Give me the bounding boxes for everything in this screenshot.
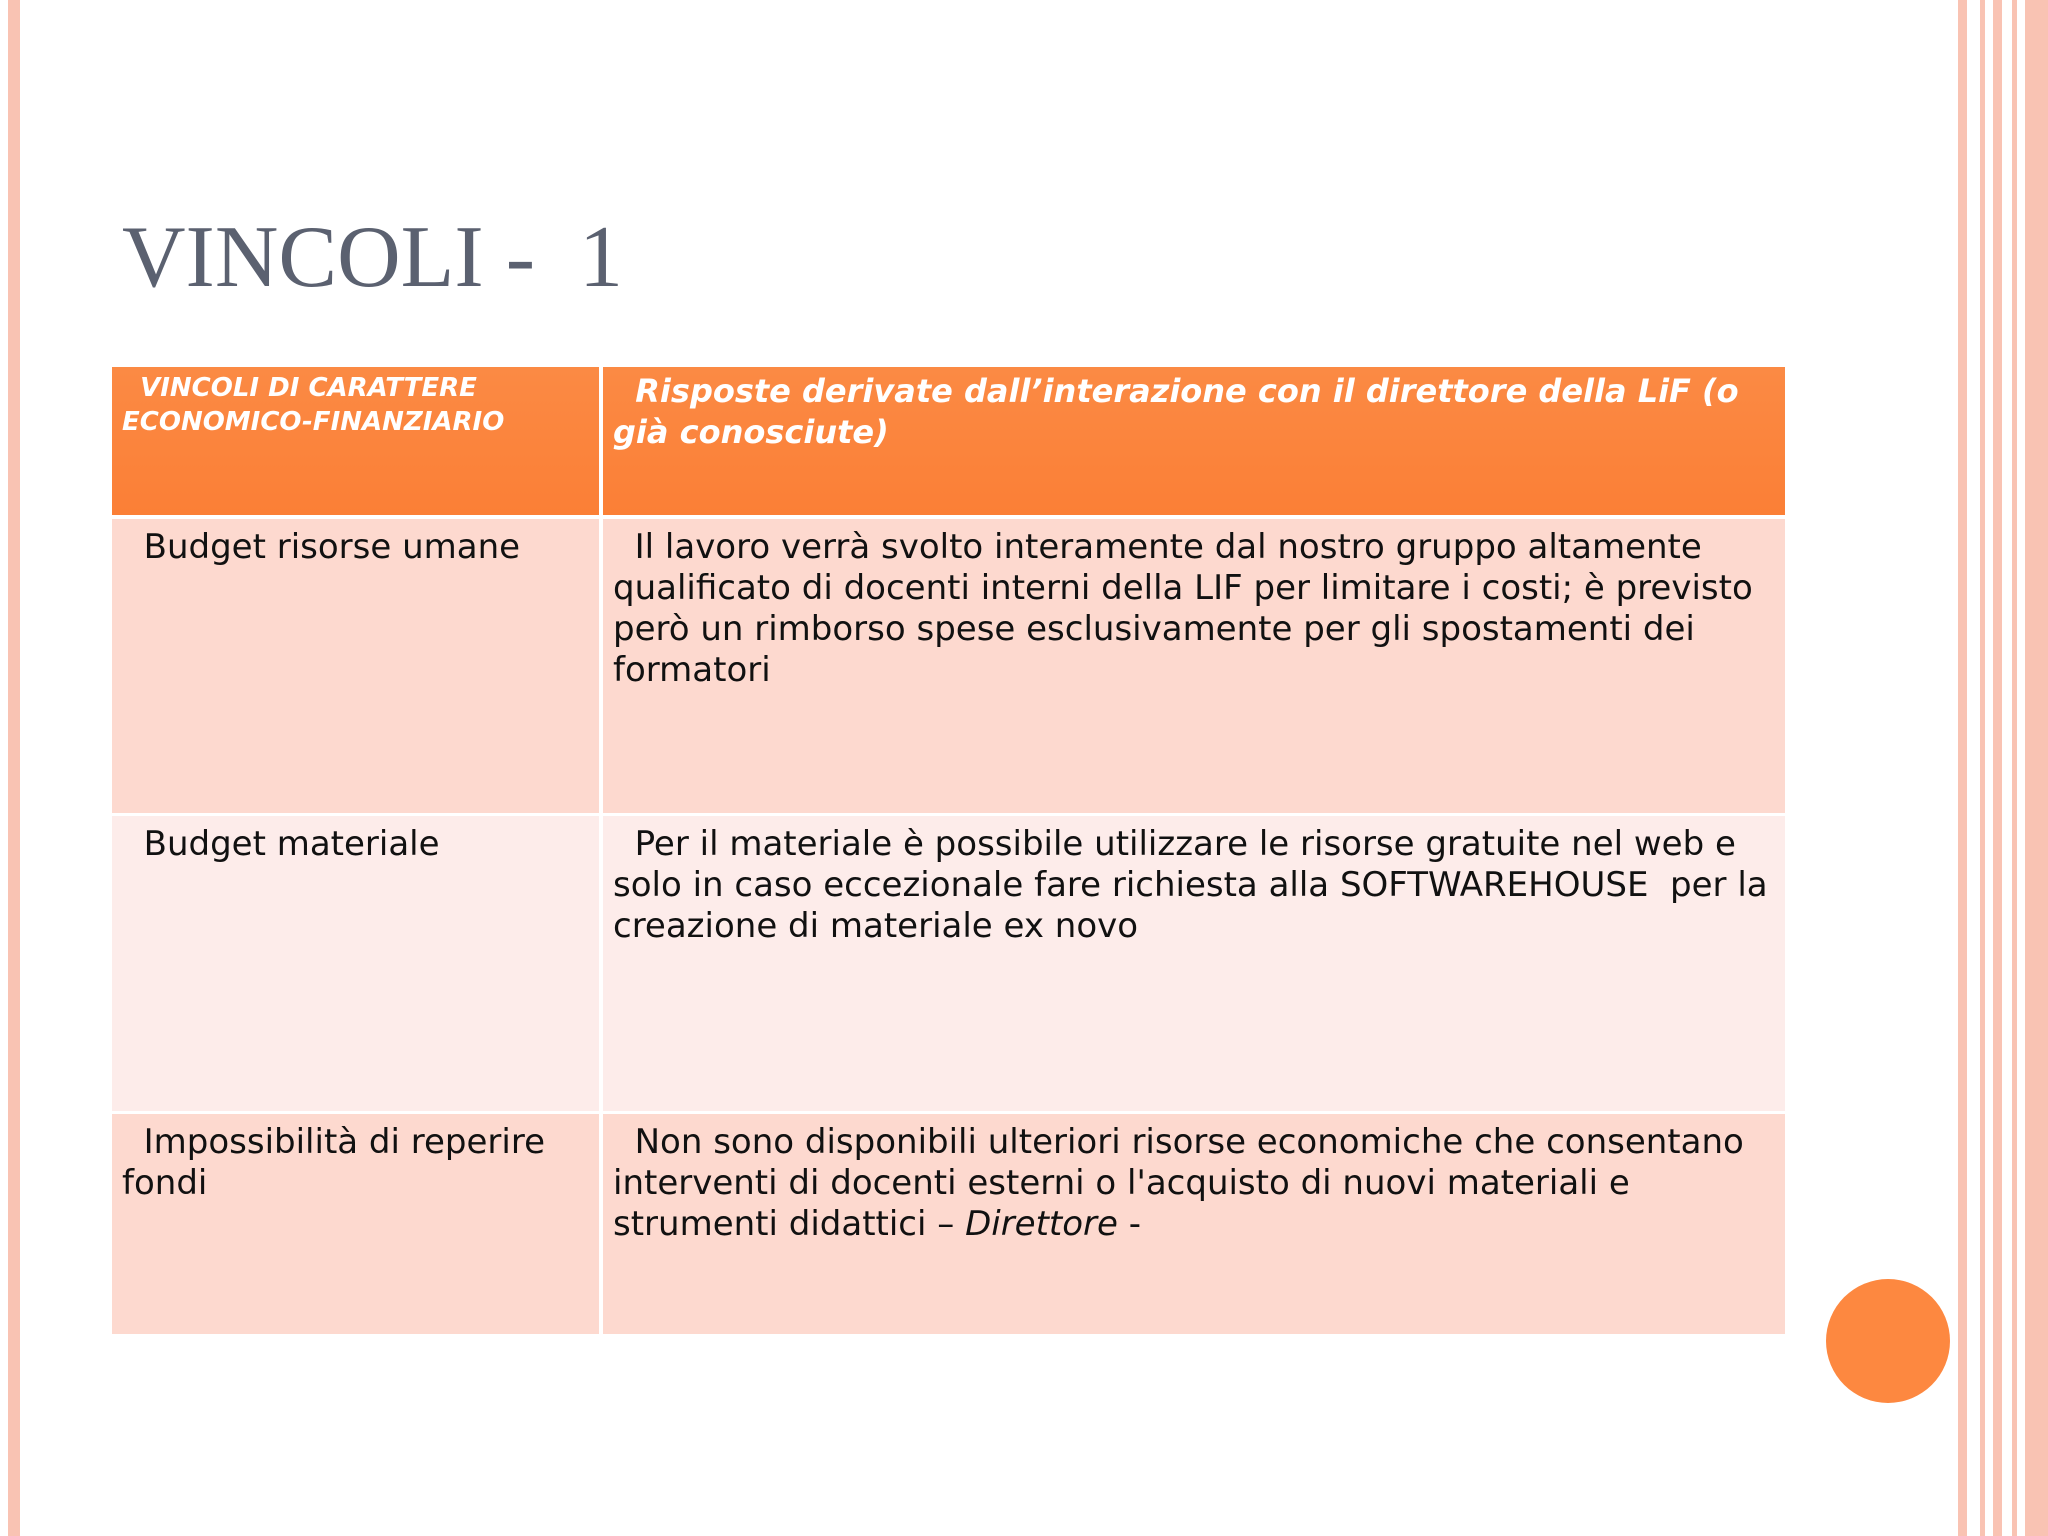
decorative-circle — [1826, 1279, 1950, 1403]
answer-cell: Il lavoro verrà svolto interamente dal nostro gruppo altamente qualificato di docenti interni della LIF per limitare i costi; è previsto però un rimborso spese esclusivamente per gli spostamenti dei formatori — [601, 517, 1785, 814]
left-border-stripe — [8, 0, 20, 1536]
constraints-table — [112, 367, 1785, 1334]
right-border-stripe — [1980, 0, 1985, 1536]
right-border-stripe — [1993, 0, 2002, 1536]
answer-cell: Per il materiale è possibile utilizzare le risorse gratuite nel web e solo in caso eccezionale fare richiesta alla SOFTWAREHOUSE per la creazione di materiale ex novo — [601, 814, 1785, 1112]
constraint-cell: Budget risorse umane — [112, 517, 601, 814]
answer-text: Non sono disponibili ulteriori risorse economiche che consentano interventi di docenti esterni o l'acquisto di nuovi materiali e strumenti didattici – — [613, 1121, 1755, 1244]
table-row — [112, 1112, 1785, 1334]
right-border-stripe — [2012, 0, 2017, 1536]
table-row — [112, 814, 1785, 1112]
attribution-suffix: - — [1117, 1203, 1142, 1244]
right-border-stripe — [2025, 0, 2048, 1536]
right-border-stripe — [1958, 0, 1967, 1536]
constraint-cell: Budget materiale — [112, 814, 601, 1112]
attribution: Direttore — [965, 1203, 1118, 1244]
constraint-cell: Impossibilità di reperire fondi — [112, 1112, 601, 1334]
slide-title: VINCOLI - 1 — [122, 209, 624, 306]
table-row — [112, 517, 1785, 814]
header-cell-answers: Risposte derivate dall’interazione con il direttore della LiF (o già conosciute) — [601, 367, 1785, 517]
table-header-row — [112, 367, 1785, 517]
answer-cell — [601, 1112, 1785, 1334]
header-cell-constraints: VINCOLI DI CARATTERE ECONOMICO-FINANZIARIO — [112, 367, 601, 517]
